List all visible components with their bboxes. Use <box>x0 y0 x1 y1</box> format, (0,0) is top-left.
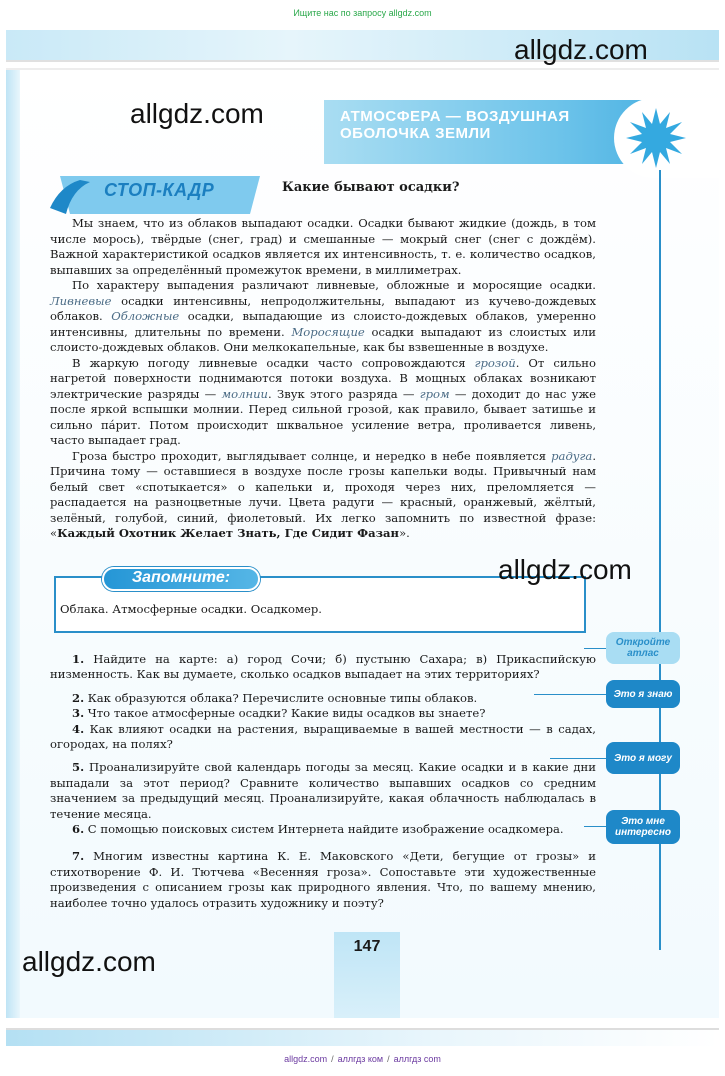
remember-label: Запомните: <box>131 569 231 586</box>
open-atlas-label-2: атлас <box>627 648 659 659</box>
stop-kadr-label: СТОП-КАДР <box>104 180 215 200</box>
question-number: 7. <box>72 849 85 864</box>
open-atlas-label-1: Откройте <box>615 637 671 648</box>
paragraph-3 <box>50 356 596 449</box>
text-run: Гроза быстро проходит, выглядывает солнце, и нередко в небе появляется <box>72 448 552 463</box>
paragraph-2 <box>50 278 596 356</box>
textbook-page <box>6 68 719 1018</box>
i-know-label: Это я знаю <box>613 688 673 700</box>
question-text: С помощью поисковых систем Интернета найдите изображение осадкомера. <box>84 822 564 837</box>
question-number: 2. <box>72 690 85 705</box>
question-5 <box>50 760 596 822</box>
star-burst-icon <box>624 106 688 170</box>
watermark: allgdz.com <box>498 554 632 585</box>
page-number: 147 <box>353 938 381 955</box>
question-4 <box>50 722 596 753</box>
term-grom: гром <box>419 386 450 401</box>
interesting-label-1: Это мне <box>621 816 665 827</box>
connector-interesting <box>584 826 608 827</box>
interesting-label-2: интересно <box>615 827 671 838</box>
term-groza: грозой <box>474 355 516 370</box>
term-moroshchie: Моросящие <box>291 324 365 339</box>
chapter-title-line1: АТМОСФЕРА — ВОЗДУШНАЯ <box>340 108 570 125</box>
term-raduga: радуга <box>551 448 593 463</box>
text-run: . Звук этого разряда — <box>268 386 420 401</box>
text-run: По характеру выпадения различают ливневые, обложные и моросящие осадки. <box>72 278 596 292</box>
question-6 <box>50 822 596 837</box>
term-livnevye: Ливневые <box>50 293 112 308</box>
chapter-title <box>340 108 620 142</box>
paragraph-4 <box>50 449 596 542</box>
term-molnii: молнии <box>221 386 269 401</box>
top-banner-link[interactable]: Ищите нас по запросу allgdz.com <box>293 8 432 18</box>
question-text: Как образуются облака? Перечислите основные типы облаков. <box>84 690 478 705</box>
term-oblozhnye: Обложные <box>111 309 180 323</box>
text-run: В жаркую погоду ливневые осадки часто сопровождаются <box>72 355 475 370</box>
question-number: 1. <box>72 652 85 666</box>
question-number: 6. <box>72 822 85 837</box>
next-page-strip <box>6 1028 719 1046</box>
text-run: осадки интенсивны, непродолжительны, выпадают из кучево-дождевых облаков. <box>50 293 596 323</box>
bottom-link[interactable]: аллгдз com <box>393 1054 441 1064</box>
text-run: — доходит до нас уже после яркой вспышки молнии. Перед сильной грозой, как правило, бывает затишье и сильно пáрит. Потом происходит шквальное усиление ветра, проливается ливень, часто выпадает град. <box>50 386 596 447</box>
i-know-button[interactable] <box>606 680 680 708</box>
question-number: 5. <box>72 760 85 775</box>
question-number: 4. <box>72 721 85 736</box>
question-3 <box>50 706 596 721</box>
text-run: осадки, выпадающие из слоисто-дождевых облаков, умеренно интенсивны, длительны по времени. <box>50 309 596 339</box>
remember-text: Облака. Атмосферные осадки. Осадкомер. <box>60 602 322 616</box>
text-run: . От сильно нагретой поверхности поднимаются потоки воздуха. В мощных облаках возникают электрические разряды — <box>50 355 596 401</box>
question-text: Найдите на карте: а) город Сочи; б) пустыню Сахара; в) Прикаспийскую низменность. Как вы думаете, сколько осадков выпадает на этих территориях? <box>50 652 596 682</box>
question-number: 3. <box>72 706 85 721</box>
watermark: allgdz.com <box>22 946 156 977</box>
chapter-title-line2: ОБОЛОЧКА ЗЕМЛИ <box>340 125 491 142</box>
question-text: Многим известны картина К. Е. Маковского «Дети, бегущие от грозы» и стихотворение Ф. И. Тютчева «Весенняя гроза». Сопоставьте эти художественные произведения с описанием грозы как природного явления. Что, по вашему мнению, наиболее точно удалось отразить художнику и поэту? <box>50 849 596 910</box>
bottom-link[interactable]: аллгдз ком <box>337 1054 384 1064</box>
open-atlas-button[interactable] <box>606 632 680 664</box>
question-2 <box>50 691 596 706</box>
i-can-label: Это я могу <box>614 752 672 764</box>
section-heading: Какие бывают осадки? <box>282 180 460 195</box>
connector-open-atlas <box>584 648 608 649</box>
question-text: Как влияют осадки на растения, выращиваемые в вашей местности — в садах, огородах, на полях? <box>50 721 596 752</box>
connector-i-can <box>550 758 608 759</box>
text-run: . Причина тому — оставшиеся в воздухе после грозы капельки воды. Привычный нам белый свет «спотыкается» о капельки и, проходя через них, преломляется — распадается на разноцветные лучи. Цвета радуги — красный, оранжевый, жёлтый, зелёный, голубой, синий, фиолетовый. Их легко запомнить по известной фразе: « <box>50 448 596 540</box>
question-text: Проанализируйте свой календарь погоды за месяц. Какие осадки и в какие дни выпадали за этот период? Сравните количество выпавших осадков со средним значением за предыдущий месяц. Проанализируйте, какая облачность наблюдалась в течение месяца. <box>50 760 596 821</box>
interesting-button[interactable] <box>606 810 680 844</box>
paragraph-1: Мы знаем, что из облаков выпадают осадки. Осадки бывают жидкие (дождь, в том числе морось), твёрдые (снег, град) и смешанные — мокрый снег (снег с дождём). Важной характеристикой осадков является их интенсивность, т. е. количество осадков, выпавших за определённый промежуток времени, в миллиметрах. <box>50 216 596 277</box>
questions-list <box>50 652 596 911</box>
rainbow-mnemonic: Каждый Охотник Желает Знать, Где Сидит Фазан <box>57 526 400 540</box>
link-separator: / <box>331 1054 334 1064</box>
question-text: Что такое атмосферные осадки? Какие виды осадков вы знаете? <box>84 706 486 721</box>
watermark: allgdz.com <box>130 98 264 129</box>
question-1 <box>50 652 596 683</box>
link-separator: / <box>387 1054 390 1064</box>
connector-i-know <box>534 694 608 695</box>
i-can-button[interactable] <box>606 742 680 774</box>
body-text <box>50 216 596 542</box>
bottom-links <box>0 1054 725 1064</box>
watermark: allgdz.com <box>514 34 648 65</box>
page-left-band <box>6 70 20 1018</box>
text-run: осадки выпадают из слоистых или слоисто-дождевых облаков. Они мелкокапельные, как бы взвешенные в воздухе. <box>50 324 596 354</box>
bottom-link[interactable]: allgdz.com <box>284 1054 328 1064</box>
text-run: ». <box>399 526 410 540</box>
question-7 <box>50 849 596 911</box>
